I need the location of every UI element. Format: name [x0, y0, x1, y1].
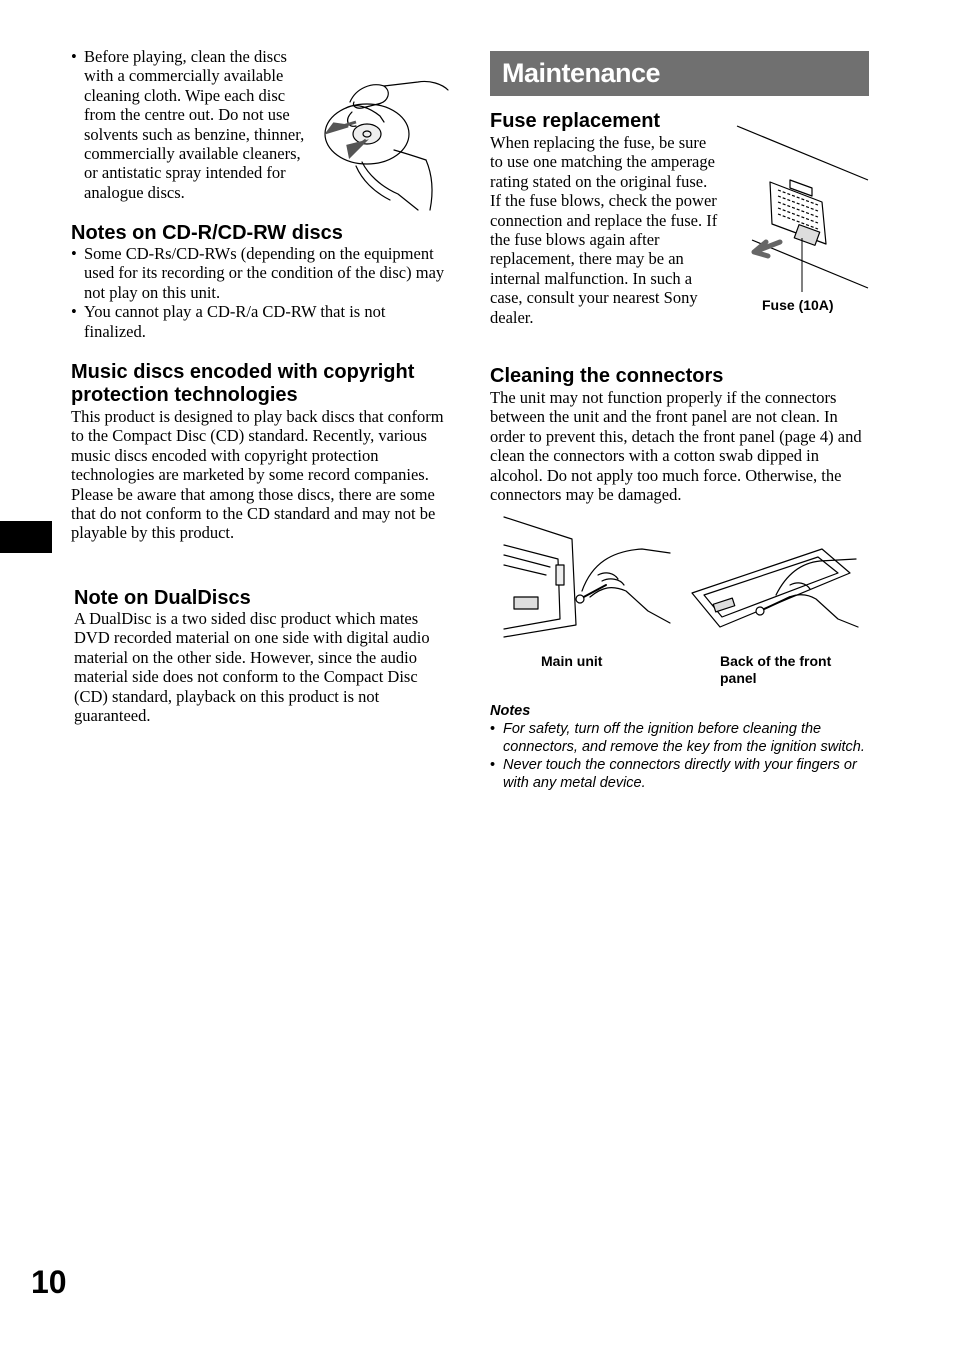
copyright-heading	[71, 361, 461, 407]
connectors-heading: Cleaning the connectors	[490, 365, 724, 387]
fuse-illustration	[732, 120, 872, 290]
fuse-body: When replacing the fuse, be sure to use one matching the amperage rating stated on the original fuse. If the fuse blows, check the power connection and replace the fuse. If the fuse blows again after replacement, there may be an internal malfunction. In such a case, consult your nearest Sony dealer.	[490, 133, 718, 327]
front-panel-caption-line1: Back of the front	[720, 653, 832, 669]
copyright-heading-line1: Music discs encoded with copyright	[71, 361, 415, 383]
notes-list	[490, 720, 872, 792]
main-unit-caption: Main unit	[541, 653, 603, 669]
main-unit-illustration	[502, 515, 674, 643]
connectors-body: The unit may not function properly if the connectors between the unit and the front panel are not clean. In order to prevent this, detach the front panel (page 4) and clean the connectors with a cotton swab dipped in alcohol. Do not apply too much force. Otherwise, the connectors may be damaged.	[490, 388, 862, 505]
cdr-notes-list	[71, 244, 446, 341]
page-number: 10	[31, 1264, 67, 1300]
list-item: • You cannot play a CD-R/a CD-RW that is not finalized.	[71, 302, 446, 341]
maintenance-banner: Maintenance	[490, 51, 869, 96]
section-tab-marker	[0, 521, 52, 553]
disc-cleaning-bullet	[71, 47, 316, 202]
list-item: • Some CD-Rs/CD-RWs (depending on the equipment used for its recording or the condition of the disc) may not play on this unit.	[71, 244, 446, 302]
list-item: • Never touch the connectors directly with your fingers or with any metal device.	[490, 756, 872, 792]
notes-title: Notes	[490, 703, 531, 719]
front-panel-illustration	[690, 545, 860, 640]
copyright-body: This product is designed to play back discs that conform to the Compact Disc (CD) standard. Recently, various music discs encoded with copyright protection technologies are marketed by some record companies. Please be aware that among those discs, there are some that do not conform to the CD standard and may not be playable by this product.	[71, 407, 444, 543]
list-item: • Before playing, clean the discs with a commercially available cleaning cloth. Wipe each disc from the centre out. Do not use solvents such as benzine, thinner, commercially available cleaners, or antistatic spray intended for analogue discs.	[71, 47, 316, 202]
arrow-left-icon	[754, 242, 780, 256]
copyright-heading-line2: protection technologies	[71, 384, 298, 406]
fuse-label: Fuse (10A)	[762, 297, 834, 313]
disc-cleaning-illustration	[322, 62, 450, 212]
fuse-heading: Fuse replacement	[490, 110, 661, 132]
dualdisc-body: A DualDisc is a two sided disc product which mates DVD recorded material on one side with digital audio material on the other side. However, since the audio material side does not conform to the Compact Disc (CD) standard, playback on this product is not guaranteed.	[74, 609, 430, 726]
front-panel-caption	[720, 653, 831, 687]
front-panel-caption-line2: panel	[720, 670, 757, 686]
cdr-heading: Notes on CD-R/CD-RW discs	[71, 222, 343, 244]
dualdisc-heading: Note on DualDiscs	[74, 587, 251, 609]
list-item: • For safety, turn off the ignition before cleaning the connectors, and remove the key from the ignition switch.	[490, 720, 872, 756]
